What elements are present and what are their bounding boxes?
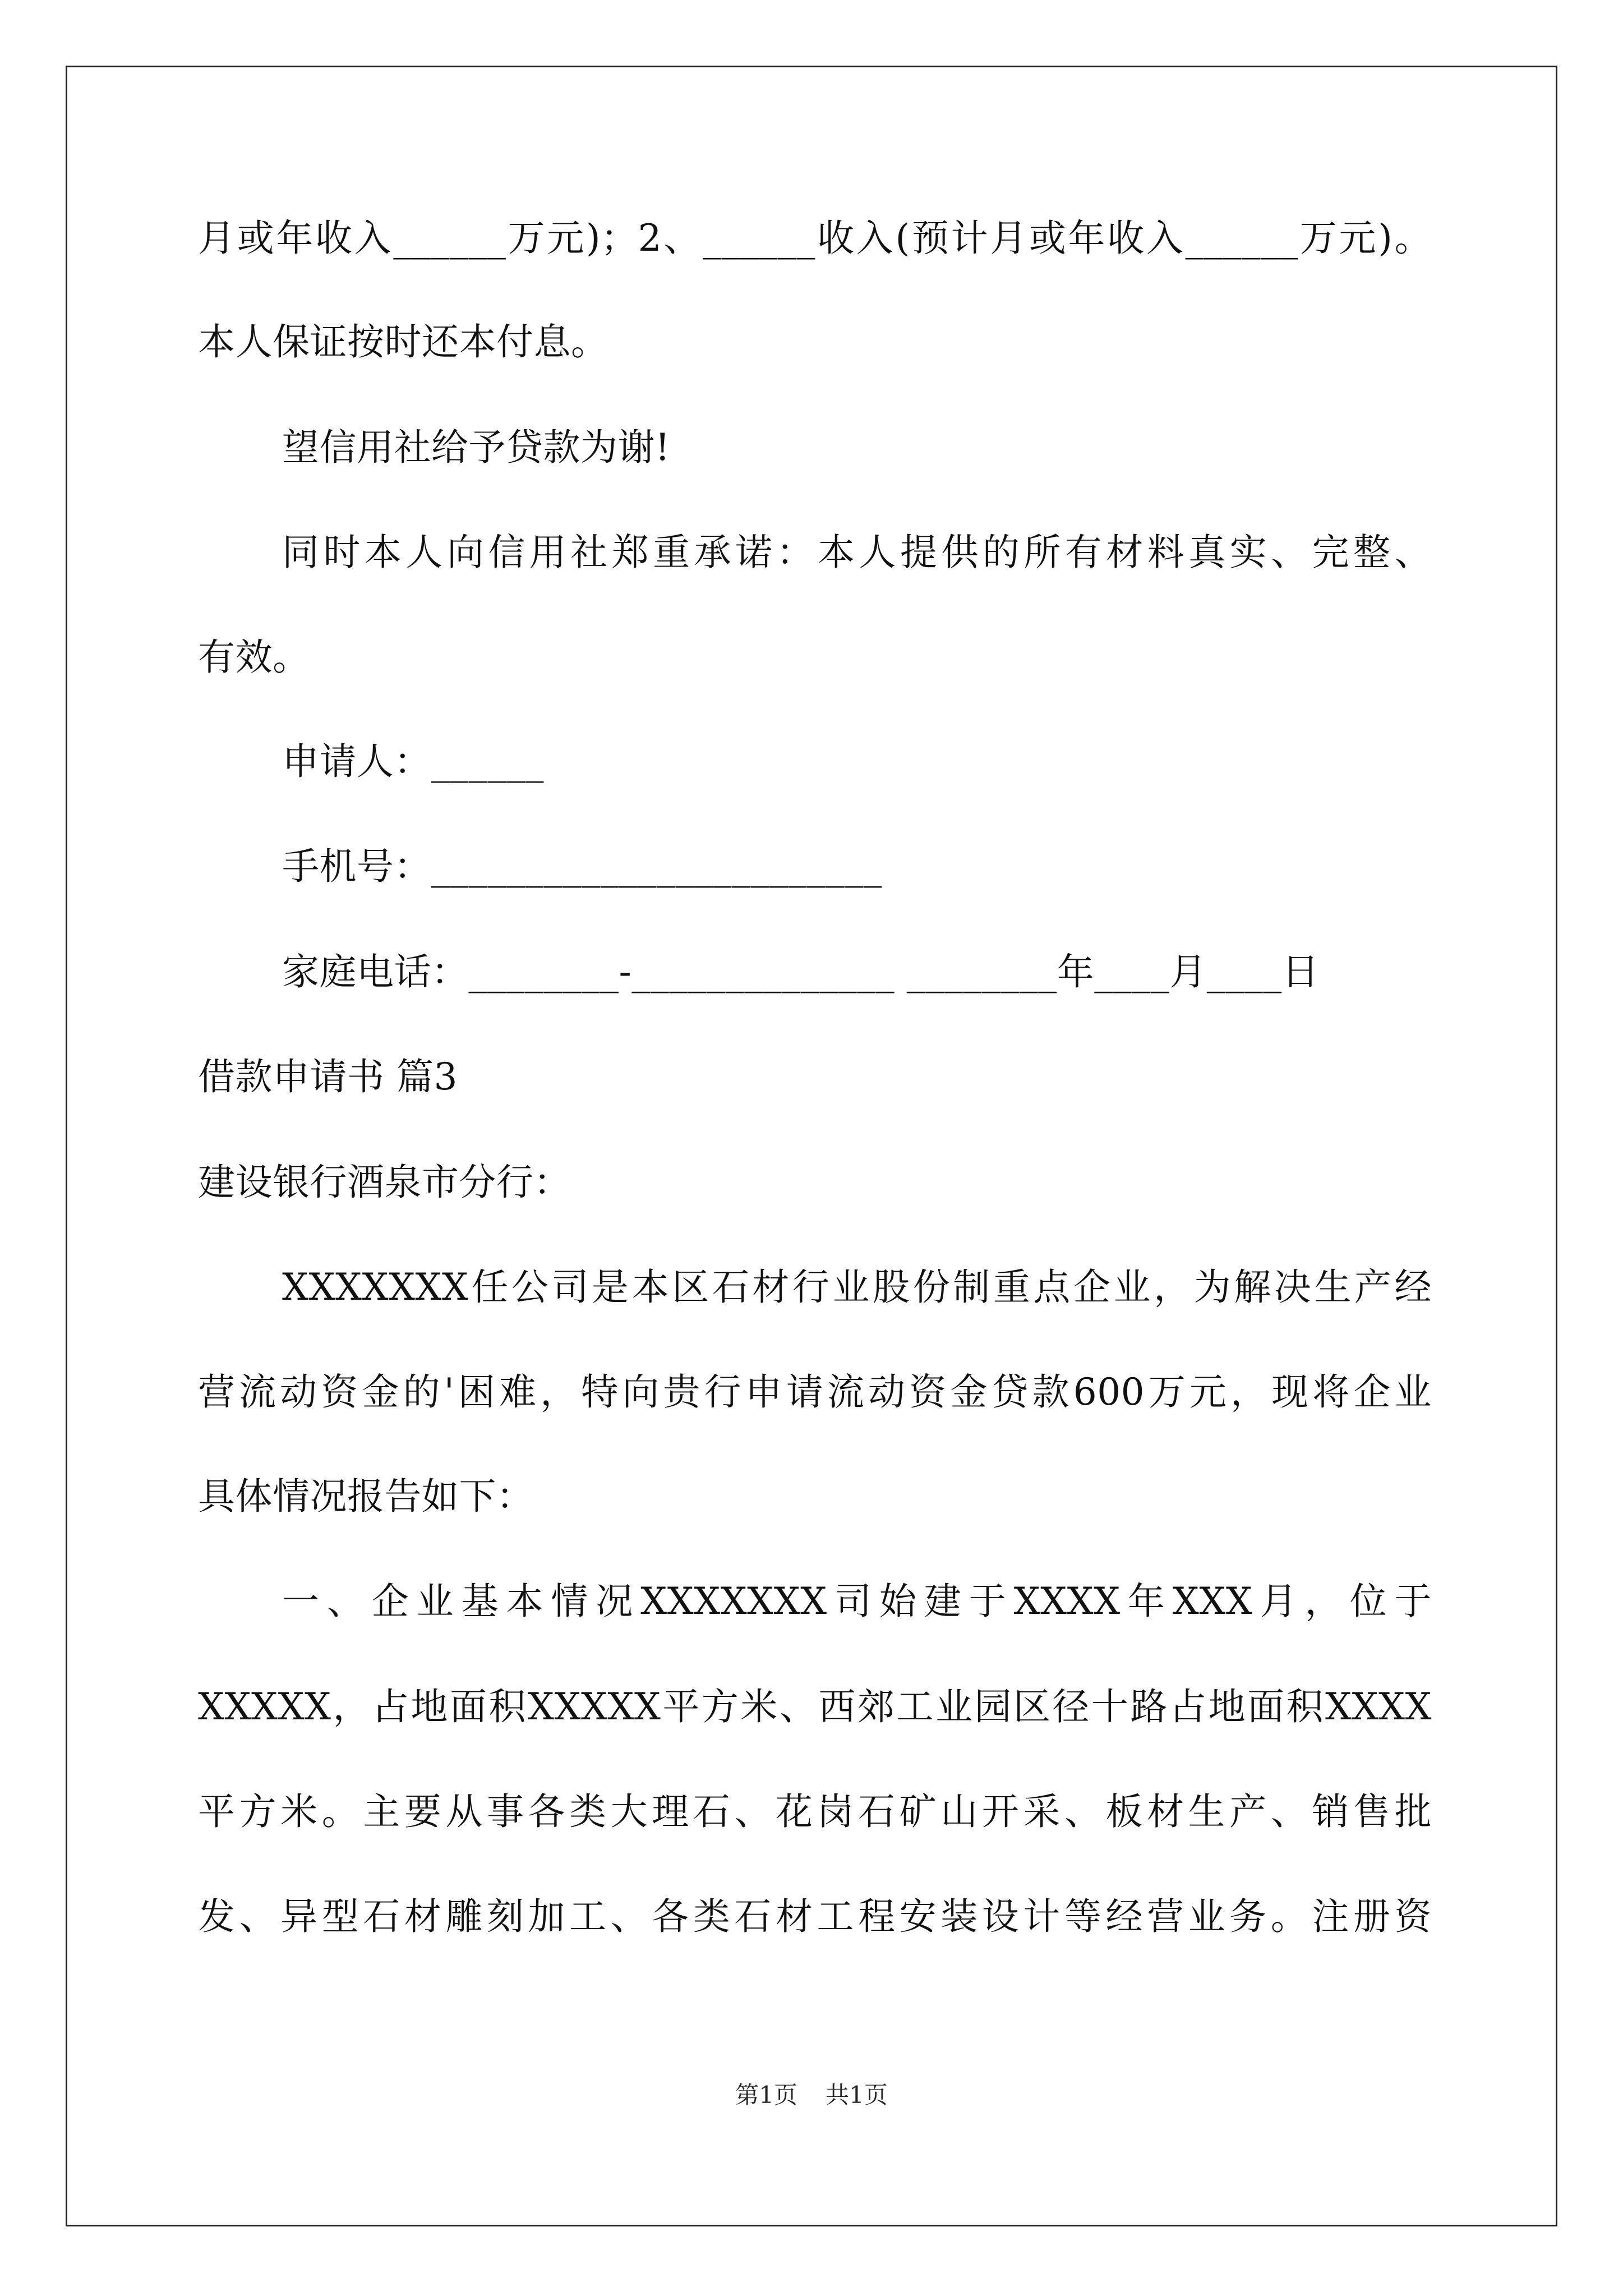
applicant-field: 申请人：______ bbox=[282, 740, 544, 783]
text-line: 月或年收入______万元)；2、______收入(预计月或年收入______万元)。 bbox=[198, 217, 1432, 260]
text-line: 平方米。主要从事各类大理石、花岗石矿山开采、板材生产、销售批 bbox=[198, 1790, 1432, 1833]
text-line: 有效。 bbox=[198, 636, 310, 679]
text-line: 一、企业基本情况XXXXXXX司始建于XXXX年XXX月，位于 bbox=[282, 1580, 1432, 1623]
text-line: 本人保证按时还本付息。 bbox=[198, 320, 608, 364]
page-footer bbox=[0, 2078, 1623, 2112]
text-line: 营流动资金的'困难，特向贵行申请流动资金贷款600万元，现将企业 bbox=[198, 1370, 1432, 1414]
page-total: 共1页 bbox=[826, 2081, 888, 2109]
text-line: XXXXX，占地面积XXXXX平方米、西郊工业园区径十路占地面积XXXX bbox=[198, 1685, 1432, 1728]
text-line: 具体情况报告如下： bbox=[198, 1475, 534, 1518]
section-heading: 借款申请书 篇3 bbox=[198, 1055, 458, 1098]
text-line: 同时本人向信用社郑重承诺：本人提供的所有材料真实、完整、 bbox=[282, 531, 1432, 574]
phone-date-field: 家庭电话：________-______________ ________年____月____日 bbox=[282, 950, 1320, 993]
mobile-field: 手机号：________________________ bbox=[282, 845, 882, 888]
text-line: 发、异型石材雕刻加工、各类石材工程安装设计等经营业务。注册资 bbox=[198, 1895, 1432, 1938]
addressee: 建设银行酒泉市分行： bbox=[198, 1161, 571, 1204]
text-line: XXXXXXX任公司是本区石材行业股份制重点企业，为解决生产经 bbox=[282, 1266, 1432, 1309]
text-line: 望信用社给予贷款为谢! bbox=[282, 426, 671, 469]
page-number: 第1页 bbox=[735, 2081, 797, 2109]
